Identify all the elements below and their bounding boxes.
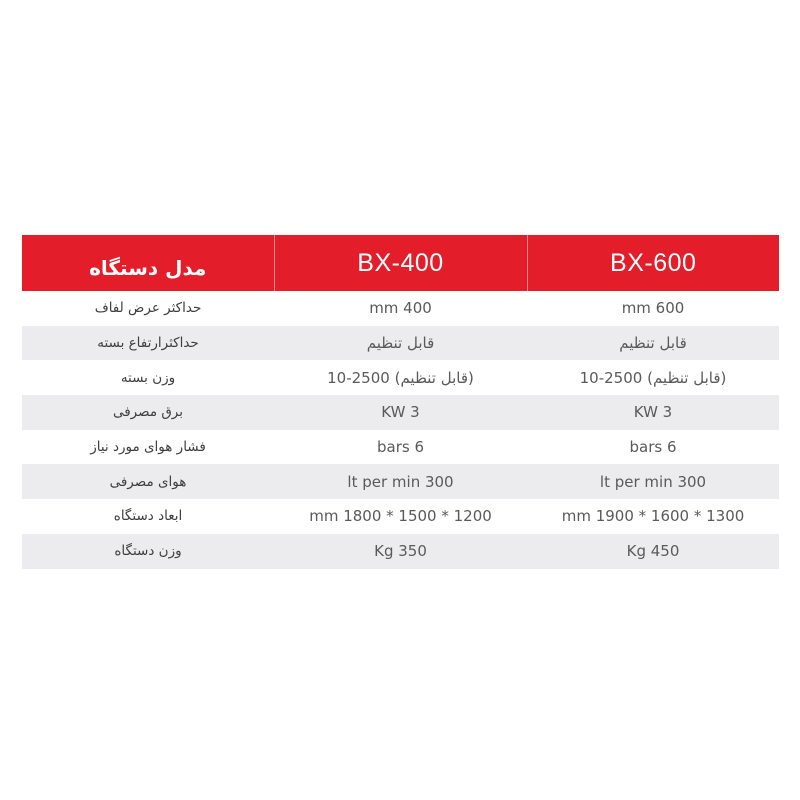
table-row (22, 534, 779, 569)
cell-bx400: lt per min 300 (274, 464, 527, 499)
table-row (22, 499, 779, 534)
row-label: فشار هوای مورد نیاز (22, 430, 274, 465)
row-label: وزن بسته (22, 360, 274, 395)
cell-bx600: mm 600 (527, 291, 779, 326)
cell-bx400: قابل تنظیم (274, 326, 527, 361)
header-model-bx400: BX-400 (274, 235, 527, 291)
cell-bx600: KW 3 (527, 395, 779, 430)
table-row (22, 395, 779, 430)
row-label: حداکثر عرض لفاف (22, 291, 274, 326)
table-row (22, 291, 779, 326)
table-row (22, 430, 779, 465)
cell-bx400: bars 6 (274, 430, 527, 465)
cell-bx600: Kg 450 (527, 534, 779, 569)
cell-bx600: 10-2500 (قابل تنظیم) (527, 360, 779, 395)
row-label: وزن دستگاه (22, 534, 274, 569)
row-label: ابعاد دستگاه (22, 499, 274, 534)
header-model-label: مدل دستگاه (22, 235, 274, 291)
cell-bx600: mm 1900 * 1600 * 1300 (527, 499, 779, 534)
header-model-bx600: BX-600 (527, 235, 779, 291)
table-header-row (22, 235, 779, 291)
table-row (22, 360, 779, 395)
spec-table (22, 235, 779, 569)
row-label: هوای مصرفی (22, 464, 274, 499)
row-label: حداکثرارتفاع بسته (22, 326, 274, 361)
cell-bx400: KW 3 (274, 395, 527, 430)
cell-bx400: 10-2500 (قابل تنظیم) (274, 360, 527, 395)
cell-bx400: mm 1800 * 1500 * 1200 (274, 499, 527, 534)
cell-bx600: bars 6 (527, 430, 779, 465)
cell-bx400: Kg 350 (274, 534, 527, 569)
row-label: برق مصرفی (22, 395, 274, 430)
table-row (22, 326, 779, 361)
cell-bx600: قابل تنظیم (527, 326, 779, 361)
table-row (22, 464, 779, 499)
cell-bx400: mm 400 (274, 291, 527, 326)
cell-bx600: lt per min 300 (527, 464, 779, 499)
